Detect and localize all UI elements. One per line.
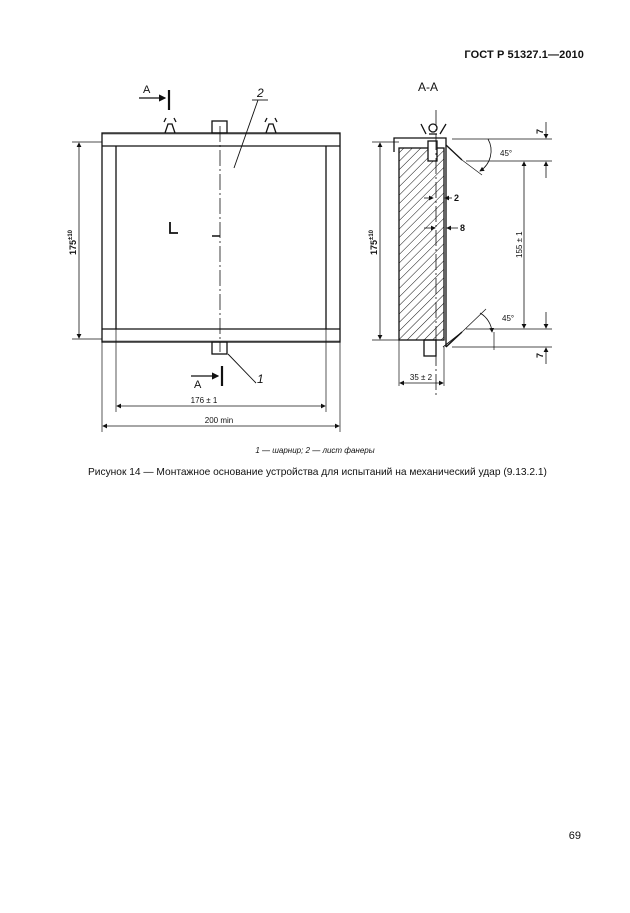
technical-drawing [0,0,630,440]
figure-caption: Рисунок 14 — Монтажное основание устройства для испытаний на механический удар (9.13.2.1) [88,467,547,478]
frame-outline [102,133,340,342]
figure-legend: 1 — шарнир; 2 — лист фанеры [255,446,375,455]
plywood-section [399,148,444,340]
section-marker-bottom: А [194,379,202,391]
part-2-label: 2 [257,86,264,100]
page-number: 69 [568,830,581,842]
standard-header: ГОСТ Р 51327.1—2010 [464,49,584,61]
dim-7-bottom: 7 [535,352,545,358]
dim-angle-top: 45° [500,149,513,158]
section-view [372,110,552,398]
part-1-label: 1 [257,372,264,386]
section-title: А-А [418,80,439,94]
dim-inner-155: 155 ± 1 [515,231,524,258]
dim-angle-bottom: 45° [502,314,515,323]
dim-width-min: 200 min [204,416,234,425]
dim-2: 2 [454,193,460,203]
dim-7-top: 7 [535,128,545,134]
dim-8: 8 [460,223,466,233]
section-marker-top: А [143,84,151,96]
dim-height-front: $175^{\pm 10}$ [68,230,78,255]
front-view [72,90,340,432]
dim-height-side: $175^{\pm 10}$ [369,230,379,255]
dim-width-inner: 176 ± 1 [190,396,218,405]
hinge-top [212,121,227,133]
dim-thickness: 35 ± 2 [409,373,433,382]
hinge-bottom [212,342,227,354]
